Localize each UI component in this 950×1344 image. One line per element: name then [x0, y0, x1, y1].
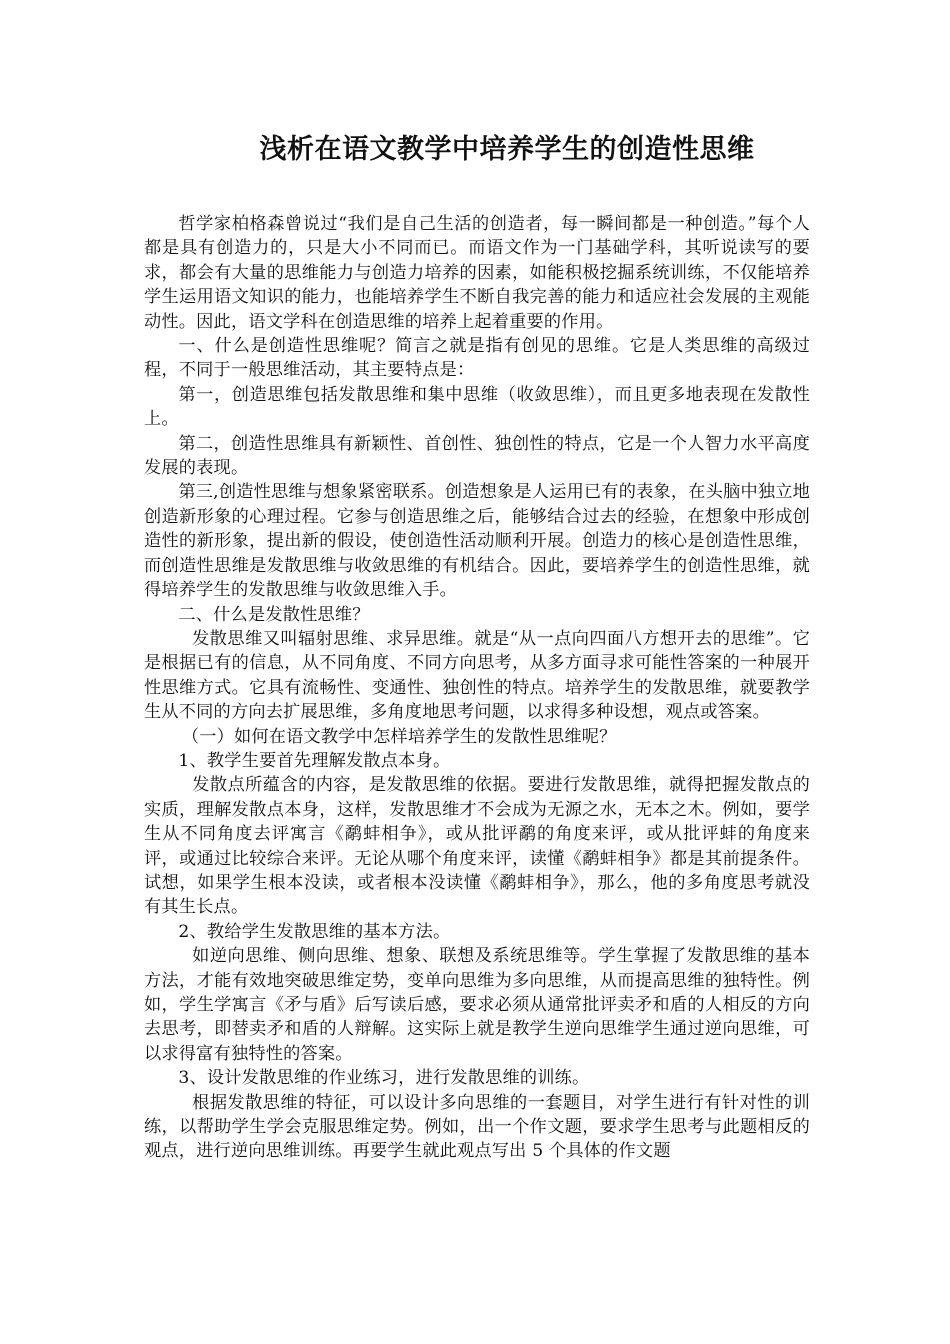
paragraph-point-1: 1、教学生要首先理解发散点本身。: [178, 750, 451, 771]
paragraph-divergent-definition: 发散思维又叫辐射思维、求异思维。就是“从一点向四面八方想开去的思维”。它是根据已有的信息，从不同角度、不同方向思考，从多方面寻求可能性答案的一种展开性思维方式。它具有流畅性、变通性、独创性的特点。培养学生的发散思维，就要教学生从不同的方向去扩展思维，多角度地思考问题，以求得多种设想，观点或答案。: [144, 628, 810, 723]
document-body: [144, 212, 810, 1164]
document-title: 浅析在语文教学中培养学生的创造性思维: [259, 134, 755, 165]
paragraph-point-1-detail: 发散点所蕴含的内容，是发散思维的依据。要进行发散思维，就得把握发散点的实质，理解发散点本身，这样，发散思维才不会成为无源之水，无本之木。例如，要学生从不同角度去评寓言《鹬蚌相争》，或从批评鹬的角度来评，或从批评蚌的角度来评，或通过比较综合来评。无论从哪个角度来评，读懂《鹬蚌相争》都是其前提条件。试想，如果学生根本没读，或者根本没读懂《鹬蚌相争》，那么，他的多角度思考就没有其生长点。: [144, 775, 810, 918]
paragraph-feature-3: 第三,创造性思维与想象紧密联系。创造想象是人运用已有的表象，在头脑中独立地创造新形象的心理过程。它参与创造思维之后，能够结合过去的经验，在想象中形成创造性的新形象，提出新的假设，使创造性活动顺利开展。创造力的核心是创造性思维，而创造性思维是发散思维与收敛思维的有机结合。因此，要培养学生的创造性思维，就得培养学生的发散思维与收敛思维入手。: [144, 482, 811, 601]
paragraph-feature-2: 第二，创造性思维具有新颖性、首创性、独创性的特点，它是一个人智力水平高度发展的表现。: [144, 433, 810, 479]
paragraph-feature-1: 第一，创造思维包括发散思维和集中思维（收敛思维），而且更多地表现在发散性上。: [144, 384, 810, 430]
paragraph-section-1: 一、什么是创造性思维呢？简言之就是指有创见的思维。它是人类思维的高级过程，不同于一般思维活动，其主要特点是：: [144, 336, 810, 381]
paragraph-point-2: 2、教给学生发散思维的基本方法。: [178, 921, 451, 942]
paragraph-intro: 哲学家柏格森曾说过“我们是自己生活的创造者，每一瞬间都是一种创造。”每个人都是具有创造力的，只是大小不同而已。而语文作为一门基础学科，其听说读写的要求，都会有大量的思维能力与创造力培养的因素，如能积极挖掘系统训练，不仅能培养学生运用语文知识的能力，也能培养学生不断自我完善的能力和适应社会发展的主观能动性。因此，语文学科在创造思维的培养上起着重要的作用。: [144, 214, 810, 332]
paragraph-subsection-1: （一）如何在语文教学中怎样培养学生的发散性思维呢？: [181, 726, 617, 747]
paragraph-section-2: 二、什么是发散性思维？: [178, 604, 370, 625]
paragraph-point-3-detail: 根据发散思维的特征，可以设计多向思维的一套题目，对学生进行有针对性的训练，以帮助学生学会克服思维定势。例如，出一个作文题，要求学生思考与此题相反的观点，进行逆向思维训练。再要学生就此观点写出 5 个具体的作文题: [144, 1092, 810, 1162]
document-page: [144, 128, 810, 1164]
paragraph-point-3: 3、设计发散思维的作业练习，进行发散思维的训练。: [178, 1068, 590, 1089]
paragraph-point-2-detail: 如逆向思维、侧向思维、想象、联想及系统思维等。学生掌握了发散思维的基本方法，才能有效地突破思维定势，变单向思维为多向思维，从而提高思维的独特性。例如，学生学寓言《矛与盾》后写读后感，要求必须从通常批评卖矛和盾的人相反的方向去思考，即替卖矛和盾的人辩解。这实际上就是教学生逆向思维学生通过逆向思维，可以求得富有独特性的答案。: [144, 946, 810, 1064]
